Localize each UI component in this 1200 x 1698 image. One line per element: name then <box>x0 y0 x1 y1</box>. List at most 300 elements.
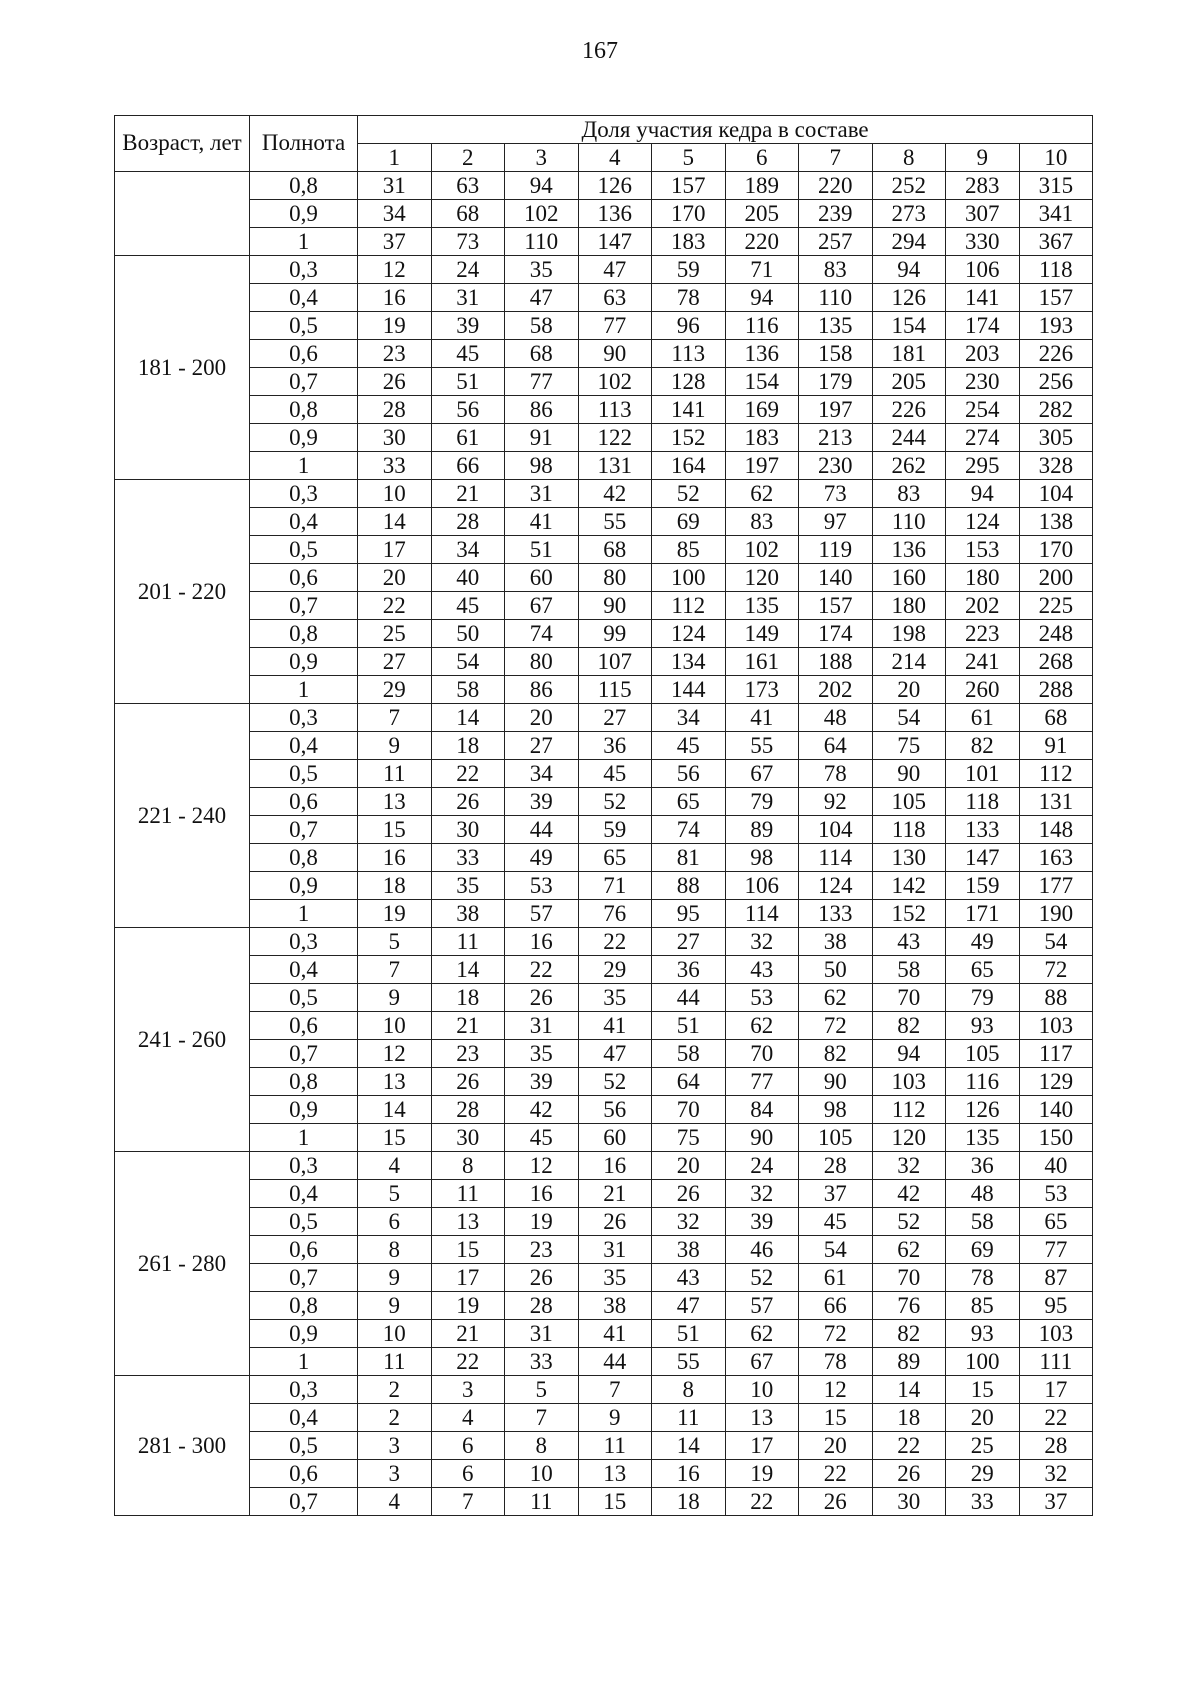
value-cell: 26 <box>505 1264 579 1292</box>
value-cell: 19 <box>725 1460 799 1488</box>
value-cell: 17 <box>1019 1376 1093 1404</box>
value-cell: 83 <box>725 508 799 536</box>
value-cell: 106 <box>946 256 1020 284</box>
table-row <box>115 844 1093 872</box>
value-cell: 282 <box>1019 396 1093 424</box>
value-cell: 41 <box>578 1320 652 1348</box>
value-cell: 52 <box>652 480 726 508</box>
value-cell: 37 <box>799 1180 873 1208</box>
age-group-cell: 241 - 260 <box>115 928 250 1152</box>
value-cell: 288 <box>1019 676 1093 704</box>
value-cell: 41 <box>505 508 579 536</box>
value-cell: 103 <box>1019 1320 1093 1348</box>
value-cell: 26 <box>578 1208 652 1236</box>
value-cell: 56 <box>431 396 505 424</box>
value-cell: 28 <box>431 508 505 536</box>
value-cell: 13 <box>725 1404 799 1432</box>
value-cell: 80 <box>505 648 579 676</box>
value-cell: 14 <box>652 1432 726 1460</box>
polnota-cell: 0,7 <box>250 368 358 396</box>
value-cell: 38 <box>578 1292 652 1320</box>
value-cell: 45 <box>431 592 505 620</box>
value-cell: 27 <box>652 928 726 956</box>
value-cell: 52 <box>725 1264 799 1292</box>
value-cell: 91 <box>505 424 579 452</box>
value-cell: 183 <box>652 228 726 256</box>
value-cell: 330 <box>946 228 1020 256</box>
value-cell: 98 <box>725 844 799 872</box>
table-row <box>115 1376 1093 1404</box>
polnota-cell: 0,9 <box>250 424 358 452</box>
value-cell: 14 <box>358 1096 432 1124</box>
value-cell: 30 <box>431 816 505 844</box>
value-cell: 27 <box>358 648 432 676</box>
value-cell: 26 <box>431 788 505 816</box>
value-cell: 118 <box>872 816 946 844</box>
value-cell: 128 <box>652 368 726 396</box>
table-row <box>115 1096 1093 1124</box>
value-cell: 19 <box>505 1208 579 1236</box>
table-row <box>115 956 1093 984</box>
table-row <box>115 480 1093 508</box>
value-cell: 22 <box>872 1432 946 1460</box>
value-cell: 142 <box>872 872 946 900</box>
table-row <box>115 1292 1093 1320</box>
value-cell: 42 <box>872 1180 946 1208</box>
value-cell: 99 <box>578 620 652 648</box>
value-cell: 30 <box>431 1124 505 1152</box>
value-cell: 49 <box>505 844 579 872</box>
polnota-cell: 0,4 <box>250 956 358 984</box>
polnota-cell: 0,9 <box>250 1320 358 1348</box>
value-cell: 141 <box>946 284 1020 312</box>
value-cell: 39 <box>505 1068 579 1096</box>
value-cell: 26 <box>799 1488 873 1516</box>
value-cell: 124 <box>652 620 726 648</box>
value-cell: 65 <box>946 956 1020 984</box>
value-cell: 77 <box>1019 1236 1093 1264</box>
value-cell: 25 <box>358 620 432 648</box>
value-cell: 131 <box>578 452 652 480</box>
value-cell: 35 <box>505 256 579 284</box>
value-cell: 19 <box>358 900 432 928</box>
value-cell: 32 <box>652 1208 726 1236</box>
value-cell: 140 <box>799 564 873 592</box>
value-cell: 135 <box>799 312 873 340</box>
table-row <box>115 1208 1093 1236</box>
value-cell: 35 <box>578 984 652 1012</box>
table-row <box>115 1320 1093 1348</box>
value-cell: 86 <box>505 396 579 424</box>
table-row <box>115 984 1093 1012</box>
value-cell: 51 <box>431 368 505 396</box>
value-cell: 33 <box>946 1488 1020 1516</box>
value-cell: 5 <box>505 1376 579 1404</box>
value-cell: 9 <box>578 1404 652 1432</box>
value-cell: 11 <box>652 1404 726 1432</box>
value-cell: 6 <box>358 1208 432 1236</box>
value-cell: 5 <box>358 1180 432 1208</box>
value-cell: 98 <box>505 452 579 480</box>
value-cell: 141 <box>652 396 726 424</box>
value-cell: 130 <box>872 844 946 872</box>
value-cell: 18 <box>358 872 432 900</box>
header-row-top <box>115 116 1093 144</box>
polnota-cell: 0,8 <box>250 172 358 200</box>
table-container <box>114 115 1093 1516</box>
value-cell: 14 <box>358 508 432 536</box>
value-cell: 183 <box>725 424 799 452</box>
value-cell: 34 <box>652 704 726 732</box>
value-cell: 61 <box>799 1264 873 1292</box>
value-cell: 10 <box>358 1320 432 1348</box>
value-cell: 38 <box>652 1236 726 1264</box>
value-cell: 7 <box>505 1404 579 1432</box>
value-cell: 13 <box>358 1068 432 1096</box>
value-cell: 95 <box>652 900 726 928</box>
table-row <box>115 928 1093 956</box>
value-cell: 73 <box>799 480 873 508</box>
value-cell: 72 <box>799 1320 873 1348</box>
value-cell: 136 <box>872 536 946 564</box>
polnota-cell: 0,3 <box>250 256 358 284</box>
value-cell: 8 <box>505 1432 579 1460</box>
value-cell: 10 <box>358 1012 432 1040</box>
table-row <box>115 900 1093 928</box>
value-cell: 6 <box>431 1432 505 1460</box>
value-cell: 42 <box>578 480 652 508</box>
table-row <box>115 340 1093 368</box>
value-cell: 77 <box>578 312 652 340</box>
value-cell: 78 <box>799 1348 873 1376</box>
value-cell: 54 <box>799 1236 873 1264</box>
value-cell: 2 <box>358 1404 432 1432</box>
value-cell: 85 <box>946 1292 1020 1320</box>
value-cell: 39 <box>431 312 505 340</box>
value-cell: 193 <box>1019 312 1093 340</box>
value-cell: 8 <box>431 1152 505 1180</box>
value-cell: 35 <box>505 1040 579 1068</box>
value-cell: 94 <box>872 256 946 284</box>
value-cell: 47 <box>652 1292 726 1320</box>
value-cell: 43 <box>725 956 799 984</box>
value-cell: 180 <box>946 564 1020 592</box>
value-cell: 36 <box>578 732 652 760</box>
value-cell: 22 <box>431 1348 505 1376</box>
polnota-cell: 0,3 <box>250 480 358 508</box>
value-cell: 94 <box>505 172 579 200</box>
value-cell: 118 <box>946 788 1020 816</box>
table-row <box>115 732 1093 760</box>
value-cell: 39 <box>725 1208 799 1236</box>
value-cell: 230 <box>946 368 1020 396</box>
value-cell: 11 <box>431 928 505 956</box>
value-cell: 22 <box>799 1460 873 1488</box>
value-cell: 31 <box>431 284 505 312</box>
value-cell: 33 <box>358 452 432 480</box>
value-cell: 12 <box>505 1152 579 1180</box>
value-cell: 67 <box>725 760 799 788</box>
value-cell: 140 <box>1019 1096 1093 1124</box>
polnota-cell: 0,3 <box>250 1376 358 1404</box>
value-cell: 226 <box>1019 340 1093 368</box>
value-cell: 58 <box>652 1040 726 1068</box>
value-cell: 63 <box>578 284 652 312</box>
value-cell: 202 <box>946 592 1020 620</box>
value-cell: 116 <box>725 312 799 340</box>
value-cell: 2 <box>358 1376 432 1404</box>
value-cell: 220 <box>725 228 799 256</box>
value-cell: 8 <box>652 1376 726 1404</box>
value-cell: 252 <box>872 172 946 200</box>
value-cell: 68 <box>578 536 652 564</box>
value-cell: 110 <box>872 508 946 536</box>
value-cell: 47 <box>578 256 652 284</box>
value-cell: 21 <box>431 480 505 508</box>
value-cell: 52 <box>578 1068 652 1096</box>
table-row <box>115 396 1093 424</box>
value-cell: 148 <box>1019 816 1093 844</box>
value-cell: 21 <box>431 1320 505 1348</box>
value-cell: 94 <box>725 284 799 312</box>
value-cell: 97 <box>799 508 873 536</box>
polnota-cell: 0,9 <box>250 872 358 900</box>
polnota-cell: 0,6 <box>250 340 358 368</box>
value-cell: 27 <box>505 732 579 760</box>
value-cell: 13 <box>431 1208 505 1236</box>
value-cell: 95 <box>1019 1292 1093 1320</box>
value-cell: 75 <box>872 732 946 760</box>
value-cell: 61 <box>431 424 505 452</box>
age-group-cell: 281 - 300 <box>115 1376 250 1516</box>
value-cell: 10 <box>358 480 432 508</box>
value-cell: 47 <box>578 1040 652 1068</box>
value-cell: 213 <box>799 424 873 452</box>
value-cell: 262 <box>872 452 946 480</box>
value-cell: 163 <box>1019 844 1093 872</box>
value-cell: 136 <box>578 200 652 228</box>
table-row <box>115 1124 1093 1152</box>
value-cell: 64 <box>652 1068 726 1096</box>
value-cell: 26 <box>431 1068 505 1096</box>
value-cell: 41 <box>725 704 799 732</box>
value-cell: 180 <box>872 592 946 620</box>
header-polnota: Полнота <box>250 116 358 172</box>
value-cell: 82 <box>872 1012 946 1040</box>
value-cell: 80 <box>578 564 652 592</box>
value-cell: 60 <box>578 1124 652 1152</box>
value-cell: 126 <box>578 172 652 200</box>
value-cell: 25 <box>946 1432 1020 1460</box>
table-row <box>115 424 1093 452</box>
value-cell: 20 <box>358 564 432 592</box>
value-cell: 67 <box>505 592 579 620</box>
value-cell: 87 <box>1019 1264 1093 1292</box>
value-cell: 124 <box>799 872 873 900</box>
table-row <box>115 508 1093 536</box>
value-cell: 68 <box>505 340 579 368</box>
value-cell: 257 <box>799 228 873 256</box>
value-cell: 9 <box>358 984 432 1012</box>
value-cell: 8 <box>358 1236 432 1264</box>
value-cell: 144 <box>652 676 726 704</box>
polnota-cell: 0,3 <box>250 704 358 732</box>
table-row <box>115 1404 1093 1432</box>
value-cell: 31 <box>505 1012 579 1040</box>
value-cell: 244 <box>872 424 946 452</box>
polnota-cell: 0,5 <box>250 1208 358 1236</box>
value-cell: 13 <box>358 788 432 816</box>
value-cell: 52 <box>872 1208 946 1236</box>
table-row <box>115 256 1093 284</box>
value-cell: 51 <box>505 536 579 564</box>
value-cell: 273 <box>872 200 946 228</box>
value-cell: 58 <box>946 1208 1020 1236</box>
polnota-cell: 0,4 <box>250 732 358 760</box>
polnota-cell: 0,3 <box>250 928 358 956</box>
value-cell: 20 <box>799 1432 873 1460</box>
value-cell: 45 <box>799 1208 873 1236</box>
value-cell: 60 <box>505 564 579 592</box>
value-cell: 24 <box>431 256 505 284</box>
value-cell: 15 <box>946 1376 1020 1404</box>
value-cell: 294 <box>872 228 946 256</box>
value-cell: 16 <box>358 844 432 872</box>
value-cell: 28 <box>505 1292 579 1320</box>
value-cell: 79 <box>946 984 1020 1012</box>
polnota-cell: 0,6 <box>250 564 358 592</box>
value-cell: 19 <box>431 1292 505 1320</box>
value-cell: 46 <box>725 1236 799 1264</box>
value-cell: 17 <box>431 1264 505 1292</box>
value-cell: 102 <box>505 200 579 228</box>
value-cell: 134 <box>652 648 726 676</box>
value-cell: 53 <box>505 872 579 900</box>
value-cell: 126 <box>872 284 946 312</box>
value-cell: 42 <box>505 1096 579 1124</box>
value-cell: 17 <box>358 536 432 564</box>
value-cell: 33 <box>505 1348 579 1376</box>
value-cell: 39 <box>505 788 579 816</box>
value-cell: 78 <box>652 284 726 312</box>
value-cell: 7 <box>358 956 432 984</box>
value-cell: 22 <box>1019 1404 1093 1432</box>
value-cell: 135 <box>946 1124 1020 1152</box>
table-row <box>115 592 1093 620</box>
value-cell: 102 <box>578 368 652 396</box>
value-cell: 35 <box>431 872 505 900</box>
value-cell: 36 <box>946 1152 1020 1180</box>
value-cell: 102 <box>725 536 799 564</box>
value-cell: 78 <box>946 1264 1020 1292</box>
polnota-cell: 1 <box>250 452 358 480</box>
value-cell: 117 <box>1019 1040 1093 1068</box>
value-cell: 241 <box>946 648 1020 676</box>
value-cell: 26 <box>652 1180 726 1208</box>
value-cell: 63 <box>431 172 505 200</box>
value-cell: 112 <box>872 1096 946 1124</box>
value-cell: 159 <box>946 872 1020 900</box>
value-cell: 29 <box>578 956 652 984</box>
value-cell: 61 <box>946 704 1020 732</box>
polnota-cell: 1 <box>250 1124 358 1152</box>
value-cell: 26 <box>505 984 579 1012</box>
header-share-7: 7 <box>799 144 873 172</box>
value-cell: 49 <box>946 928 1020 956</box>
header-share-2: 2 <box>431 144 505 172</box>
value-cell: 173 <box>725 676 799 704</box>
value-cell: 12 <box>358 1040 432 1068</box>
header-share: Доля участия кедра в составе <box>358 116 1093 144</box>
value-cell: 11 <box>431 1180 505 1208</box>
value-cell: 70 <box>652 1096 726 1124</box>
value-cell: 136 <box>725 340 799 368</box>
value-cell: 48 <box>799 704 873 732</box>
value-cell: 76 <box>872 1292 946 1320</box>
value-cell: 205 <box>872 368 946 396</box>
table-header <box>115 116 1093 172</box>
header-share-5: 5 <box>652 144 726 172</box>
value-cell: 16 <box>505 928 579 956</box>
value-cell: 27 <box>578 704 652 732</box>
value-cell: 10 <box>505 1460 579 1488</box>
polnota-cell: 1 <box>250 228 358 256</box>
value-cell: 72 <box>1019 956 1093 984</box>
value-cell: 30 <box>358 424 432 452</box>
value-cell: 71 <box>725 256 799 284</box>
value-cell: 23 <box>431 1040 505 1068</box>
value-cell: 62 <box>725 1320 799 1348</box>
value-cell: 54 <box>872 704 946 732</box>
value-cell: 26 <box>358 368 432 396</box>
value-cell: 4 <box>358 1488 432 1516</box>
value-cell: 254 <box>946 396 1020 424</box>
value-cell: 58 <box>431 676 505 704</box>
page-number: 167 <box>582 38 618 64</box>
value-cell: 90 <box>578 340 652 368</box>
value-cell: 153 <box>946 536 1020 564</box>
value-cell: 20 <box>946 1404 1020 1432</box>
value-cell: 171 <box>946 900 1020 928</box>
polnota-cell: 0,5 <box>250 312 358 340</box>
value-cell: 18 <box>431 984 505 1012</box>
value-cell: 5 <box>358 928 432 956</box>
value-cell: 69 <box>946 1236 1020 1264</box>
value-cell: 103 <box>872 1068 946 1096</box>
polnota-cell: 0,4 <box>250 1180 358 1208</box>
value-cell: 268 <box>1019 648 1093 676</box>
value-cell: 90 <box>872 760 946 788</box>
value-cell: 70 <box>872 1264 946 1292</box>
value-cell: 37 <box>1019 1488 1093 1516</box>
value-cell: 24 <box>725 1152 799 1180</box>
value-cell: 12 <box>799 1376 873 1404</box>
value-cell: 170 <box>652 200 726 228</box>
value-cell: 56 <box>578 1096 652 1124</box>
value-cell: 115 <box>578 676 652 704</box>
polnota-cell: 0,5 <box>250 1432 358 1460</box>
table-row <box>115 1488 1093 1516</box>
header-share-6: 6 <box>725 144 799 172</box>
value-cell: 9 <box>358 1264 432 1292</box>
value-cell: 150 <box>1019 1124 1093 1152</box>
value-cell: 54 <box>1019 928 1093 956</box>
value-cell: 38 <box>431 900 505 928</box>
value-cell: 135 <box>725 592 799 620</box>
polnota-cell: 0,6 <box>250 1236 358 1264</box>
value-cell: 28 <box>1019 1432 1093 1460</box>
value-cell: 35 <box>578 1264 652 1292</box>
